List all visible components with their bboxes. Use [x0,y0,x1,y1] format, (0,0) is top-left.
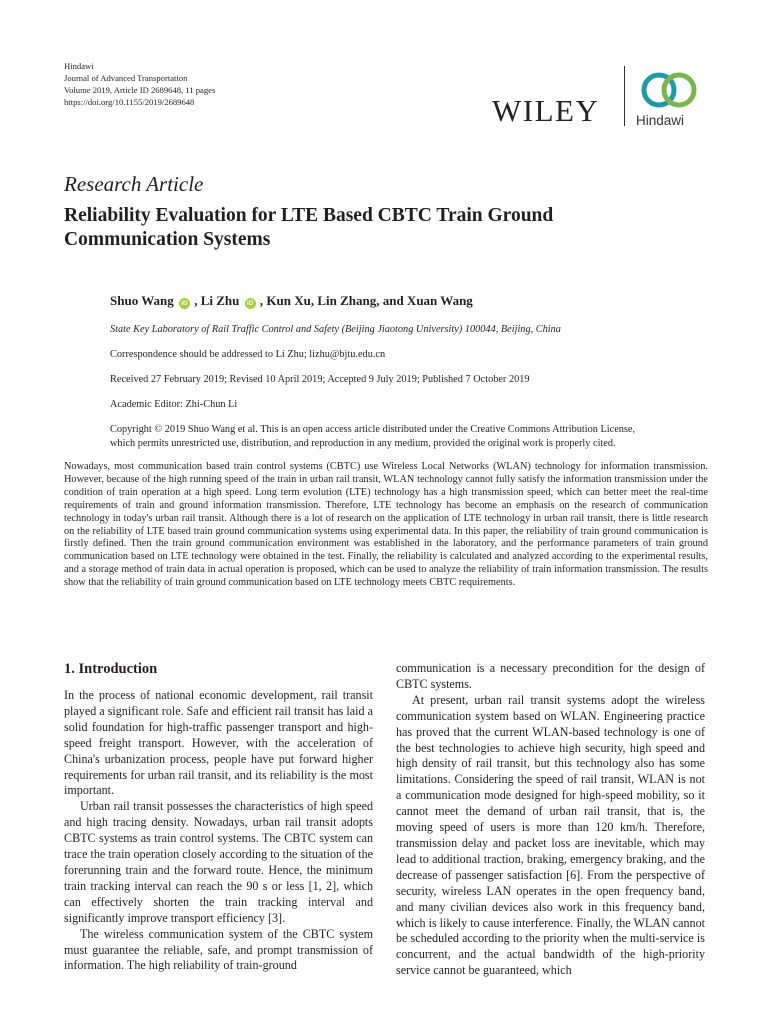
left-column [64,688,373,974]
title-line-1: Reliability Evaluation for LTE Based CBTC Train Ground [64,205,554,226]
academic-editor: Academic Editor: Zhi-Chun Li [110,399,238,410]
paragraph: The wireless communication system of the CBTC system must guarantee the reliable, safe, and prompt transmission of information. The high reliability of train-ground [64,926,373,973]
paragraph: In the process of national economic development, rail transit played a significant role. Safe and efficient rail transit has laid a solid foundation for high-traffic passenger transport and high-speed freight transport. However, with the acceleration of China's urbanization process, people have put forward higher requirements for urban rail transit, and its reliability is the most important. [64,688,373,798]
publisher-name: Hindawi [64,61,94,71]
title-line-2: Communication Systems [64,229,271,250]
logo-divider [624,66,625,126]
journal-meta [64,60,364,108]
orcid-icon[interactable]: iD [245,298,256,309]
copyright-line-2: which permits unrestricted use, distribution, and reproduction in any medium, provided the original work is properly cited. [110,438,616,449]
doi-link[interactable]: https://doi.org/10.1155/2019/2689648 [64,97,195,107]
right-column [396,661,705,979]
affiliation: State Key Laboratory of Rail Traffic Control and Safety (Beijing Jiaotong University) 100044, Beijing, China [110,324,561,335]
author-list [110,293,473,309]
wiley-logo: WILEY [492,93,600,128]
orcid-icon[interactable]: iD [179,298,190,309]
correspondence: Correspondence should be addressed to Li Zhu; lizhu@bjtu.edu.cn [110,349,386,360]
hindawi-logo-text: Hindawi [636,113,685,128]
copyright-notice [110,423,710,451]
section-heading-introduction: 1. Introduction [64,661,158,677]
paragraph: communication is a necessary precondition for the design of CBTC systems. [396,661,705,691]
journal-name: Journal of Advanced Transportation [64,73,188,83]
paragraph: Urban rail transit possesses the characteristics of high speed and high tracing density. Nowadays, urban rail transit adopts CBTC systems as train control systems. The CBTC system can trace the train operation closely according to the situation of the forerunning train and the forward route. Hence, the minimum train tracking interval can reach the 90 s or less [1, 2], which can effectively shorten the train tracking interval and significantly improve transport efficiency [3]. [64,799,373,925]
copyright-line-1: Copyright © 2019 Shuo Wang et al. This is an open access article distributed under the Creative Commons Attribution License, [110,424,636,435]
paragraph: At present, urban rail transit systems adopt the wireless communication system based on WLAN. Engineering practice has proved that the current WLAN-based technology is one of the best technologies to achieve high security, high speed and high density of rail transit, but this technology also has some limitations. Considering the speed of rail transit, WLAN is not a communication mode designed for high-speed mobility, so it cannot meet the demand of urban rail transit, that is, the moving speed of users is more than 120 km/h. Therefore, transmission delay and packet loss are inevitable, which may lead to additional traction, braking, emergency braking, and the decrease of passenger satisfaction [6]. From the perspective of security, wireless LAN operates in the open frequency band, and many civilian devices also work in this frequency band, which is likely to cause interference. Finally, the WLAN cannot be scheduled according to the priority when the multi-service is concurrent, and the actual bandwidth of the high-priority service cannot be guaranteed, which [396,692,705,978]
abstract: Nowadays, most communication based train control systems (CBTC) use Wireless Local Networks (WLAN) technology for information transmission. However, because of the high running speed of the train in urban rail transit, WLAN technology cannot fully satisfy the information transmission under the condition of train operation at a high speed. Long term evolution (LTE) technology has a high transmission speed, which can better meet the real-time requirements of train and ground information transmission. Therefore, LTE technology has become an emphasis on the research of communication technology in today's urban rail transit. Although there is a lot of research on the application of LTE technology in urban rail transit, there is little research on the reliability of LTE based train ground communication systems using experimental data. In this paper, the reliability of train ground communication is firstly defined. Then the train ground communication environment was established in the laboratory, and the performance parameters of train ground communication based on LTE technology were obtained in the test. Finally, the reliability is calculated and analyzed according to the experimental results, and a storage method of train data in actual operation is proposed, which can be used to analyze the reliability of train information transmission. The results show that the reliability of train ground communication based on LTE technology meets CBTC requirements. [64,461,708,589]
article-type: Research Article [64,172,204,196]
volume-info: Volume 2019, Article ID 2689648, 11 pages [64,85,216,95]
publication-dates: Received 27 February 2019; Revised 10 April 2019; Accepted 9 July 2019; Published 7 October 2019 [110,374,530,385]
article-title [64,204,704,252]
hindawi-logo-icon [636,66,706,114]
other-authors: , Kun Xu, Lin Zhang, and Xuan Wang [259,293,473,308]
author-shuo-wang: Shuo Wang [110,293,174,308]
author-li-zhu: , Li Zhu [194,293,240,308]
